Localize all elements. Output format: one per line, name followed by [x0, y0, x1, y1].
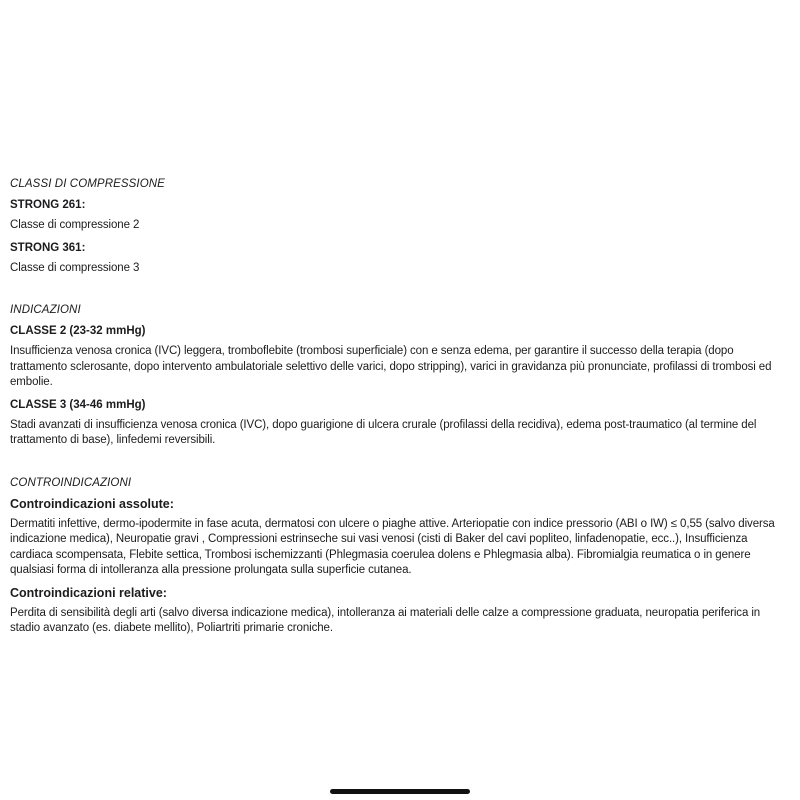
strong-361-description: Classe di compressione 3 [10, 261, 140, 274]
section-classi-di-compressione [10, 176, 782, 276]
strong-361-label: STRONG 361: [10, 241, 86, 254]
strong-261-label: STRONG 261: [10, 199, 86, 211]
section-indicazioni [10, 302, 782, 449]
section-controindicazioni [10, 475, 782, 637]
classe-2-paragraph: Insufficienza venosa cronica (IVC) leggera, tromboflebite (trombosi superficiale) con e senza edema, per garantire il successo della terapia (dopo trattamento sclerosante, dopo intervento ambulatoriale selettivo delle varici, dopo stripping), varici in gravidanza più pronunciate, profilassi di trombosi ed embolie. [10, 345, 772, 388]
indicazioni-heading: INDICAZIONI [10, 304, 81, 316]
controindicazioni-assolute-paragraph: Dermatiti infettive, dermo-ipodermite in fase acuta, dermatosi con ulcere o piaghe attive. Arteriopatie con indice pressorio (ABI o IW) ≤ 0,55 (salvo diversa indicazione medica), Neuropatie gravi , Compressioni estrinseche sui vasi venosi (cisti di Baker del cavi popliteo, linfadenopatie, ecc..), Insufficienza cardiaca scompensata, Flebite settica, Trombosi ischemizzanti (Phlegmasia coerulea dolens e Phlegmasia alba). Fibromialgia reumatica o in genere qualsiasi forma di intolleranza alla pressione prolungata sulla superficie cutanea. [10, 517, 775, 576]
classe-3-paragraph: Stadi avanzati di insufficienza venosa cronica (IVC), dopo guarigione di ulcera crurale (profilassi della recidiva), edema post-traumatico (al termine del trattamento di base), linfedemi reversibili. [10, 418, 757, 446]
strong-261-description: Classe di compressione 2 [10, 219, 140, 231]
controindicazioni-heading: CONTROINDICAZIONI [10, 476, 132, 489]
controindicazioni-assolute-label: Controindicazioni assolute: [10, 496, 174, 511]
classe-2-label: CLASSE 2 (23-32 mmHg) [10, 325, 146, 337]
document-page [10, 176, 782, 643]
controindicazioni-relative-label: Controindicazioni relative: [10, 585, 167, 600]
classe-3-label: CLASSE 3 (34-46 mmHg) [10, 398, 146, 411]
controindicazioni-relative-paragraph: Perdita di sensibilità degli arti (salvo diversa indicazione medica), intolleranza ai materiali delle calze a compressione graduata, neuropatia periferica in stadio avanzato (es. diabete mellito), Poliartriti primarie croniche. [10, 606, 761, 634]
home-indicator-bar[interactable] [330, 789, 470, 794]
classi-di-compressione-heading: CLASSI DI COMPRESSIONE [10, 178, 165, 190]
